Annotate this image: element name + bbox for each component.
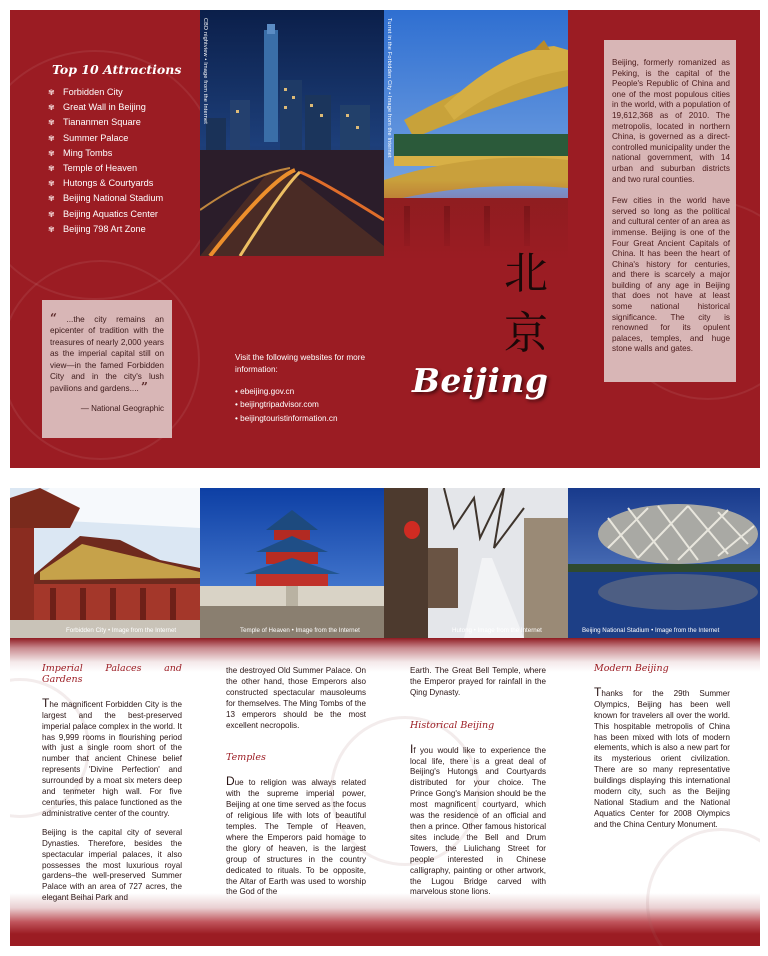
photo-caption: Forbidden City • Image from the Internet xyxy=(66,627,177,634)
list-item: ✾ Summer Palace xyxy=(48,131,163,146)
list-item: ✾ Temple of Heaven xyxy=(48,161,163,176)
photo-credit-turret: Turret in the Forbidden City • Image from the Internet xyxy=(386,18,392,158)
cbd-nightview-photo xyxy=(200,10,384,256)
body-paragraph: Due to religion was always related with the supreme imperial power, Beijing at one time served as the focus of religious life with lots of beautiful temples. The Temple of Heaven, where the Emperors paid homage to the glory of heaven, is the largest group of structures in the country dedicated to rituals. To be opposite, the Altar of Earth was used to worship the God of the xyxy=(226,774,366,897)
star-bullet-icon: ✾ xyxy=(48,103,55,113)
cover-panel xyxy=(384,10,568,468)
websites-info xyxy=(235,352,375,425)
body-paragraph: The magnificent Forbidden City is the largest and the best-preserved imperial palace complex in the world. It has 9,999 rooms in flourishing period with just a single room short of the number that ancient Chinese belief represents 'Divine Perfection' and surrounded by a moat six meters deep and tenmeter high wall. For five centuries, this palace functioned as the administrative center of the country. xyxy=(42,695,182,818)
column-modern xyxy=(594,664,730,926)
body-paragraph: Earth. The Great Bell Temple, where the Emperor prayed for rainfall in the Qing Dynasty. xyxy=(410,666,546,697)
photo-strip xyxy=(10,488,760,638)
star-bullet-icon: ✾ xyxy=(48,164,55,174)
photo-caption: Beijing National Stadium • Image from the Internet xyxy=(582,627,720,634)
brochure-inside-text xyxy=(10,638,760,946)
national-stadium-photo xyxy=(568,488,760,638)
quote-source: — National Geographic xyxy=(80,403,164,413)
list-item: ✾ Ming Tombs xyxy=(48,146,163,161)
top10-list xyxy=(48,85,163,237)
website-link[interactable]: • beijingtripadvisor.com xyxy=(235,400,319,410)
list-item: ✾ Tiananmen Square xyxy=(48,115,163,130)
brochure-outside-sheet xyxy=(10,10,760,468)
section-heading: Temples xyxy=(226,752,266,764)
section-heading: Modern Beijing xyxy=(594,663,669,674)
intro-paragraph: Few cities in the world have served so long as the political and cultural center of an area as immense. Beijing is one of the Four Great Ancient Capitals of China. It has been the heart of China's history for centuries, and there is scarcely a major building of any age in Beijing that does not have at least some national historical significance. The city is renowned for its opulent palaces, temples, and huge stone walls and gates. xyxy=(612,196,730,354)
quote-text: “ ...the city remains an epicenter of tradition with the treasures of nearly 2,000 years as the imperial capital still on view—in the famed Forbidden City and in the city's lush pavilions and gardens.... ” xyxy=(50,311,164,395)
intro-paragraph: Beijing, formerly romanized as Peking, is the capital of the People's Republic of China and one of the most populous cities in the world, with a population of 19,612,368 as of 2010. The metropolis, located in northern China, is governed as a direct-controlled municipality under the national government, with 14 urban and suburban districts and two rural counties. xyxy=(612,58,730,184)
list-item: ✾ Beijing Aquatics Center xyxy=(48,207,163,222)
brochure-title: Beijing xyxy=(412,361,549,400)
section-heading: Imperial Palaces and Gardens xyxy=(42,663,182,685)
hutong-photo xyxy=(384,488,568,638)
body-paragraph: If you would like to experience the local life, there is a great deal of Beijing's Hutongs and Courtyards distributed for your choice. The Prince Gong's Mansion should be the most magnificent courtyard, which was the residence of an official and then a prince. Other famous historical sites include the Bell and Drum Towers, the Liulichang Street for people interested in Chinese calligraphy, painting or other artwork, the Lugou Bridge carved with marvelous stone lions. xyxy=(410,741,546,897)
star-bullet-icon: ✾ xyxy=(48,133,55,143)
body-paragraph: Thanks for the 29th Summer Olympics, Beijing has been well known for travelers all over the world. This hospitable metropolis of China has been mixed with lots of modern elements, which is also a new part for its mysterious orient civilization. There are so many representative buildings displaying this international modern city, such as the Beijing National Stadium and the National Aquatics Center for 2008 Olympics and the China Century Monument. xyxy=(594,684,730,829)
chinese-characters: 北 京 xyxy=(504,248,548,359)
list-item: ✾ Beijing National Stadium xyxy=(48,191,163,206)
photo-credit-cbd: CBD nightview • Image from the Internet xyxy=(202,18,208,125)
column-temples xyxy=(226,666,366,928)
body-paragraph: Beijing is the capital city of several Dynasties. Therefore, besides the spectacular imperial palaces, it also possesses the most luxurious royal gardens–the well-preserved Summer Palace with an area of 727 acres, the elegant Beihai Park and xyxy=(42,827,182,903)
section-heading: Historical Beijing xyxy=(410,719,495,731)
star-bullet-icon: ✾ xyxy=(48,224,55,234)
star-bullet-icon: ✾ xyxy=(48,148,55,158)
star-bullet-icon: ✾ xyxy=(48,194,55,204)
star-bullet-icon: ✾ xyxy=(48,179,55,189)
attractions-panel xyxy=(10,10,200,468)
top10-title: Top 10 Attractions xyxy=(52,62,182,77)
list-item: ✾ Forbidden City xyxy=(48,85,163,100)
website-link[interactable]: • beijingtouristinformation.cn xyxy=(235,413,338,423)
list-item: ✾ Beijing 798 Art Zone xyxy=(48,222,163,237)
star-bullet-icon: ✾ xyxy=(48,118,55,128)
intro-box xyxy=(604,40,736,382)
websites-panel xyxy=(200,10,384,468)
quote-box xyxy=(42,300,172,438)
column-imperial xyxy=(42,664,182,926)
temple-of-heaven-photo xyxy=(200,488,384,638)
body-paragraph: the destroyed Old Summer Palace. On the other hand, those Emperors also constructed spectacular mausoleums for themselves. The Ming Tombs of the 13 emperors should be the most excellent necropolis. xyxy=(226,666,366,730)
star-bullet-icon: ✾ xyxy=(48,88,55,97)
photo-caption: Temple of Heaven • Image from the Internet xyxy=(240,627,360,634)
forbidden-city-photo xyxy=(10,488,200,638)
photo-caption: Hutong • Image from the Internet xyxy=(452,627,542,634)
websites-intro: Visit the following websites for more information: xyxy=(235,353,365,375)
list-item: ✾ Hutongs & Courtyards xyxy=(48,176,163,191)
forbidden-city-turret-photo xyxy=(384,10,568,260)
star-bullet-icon: ✾ xyxy=(48,209,55,219)
column-historical xyxy=(410,666,546,928)
intro-panel xyxy=(568,10,760,468)
list-item: ✾ Great Wall in Beijing xyxy=(48,100,163,115)
website-link[interactable]: • ebeijing.gov.cn xyxy=(235,386,295,396)
websites-list xyxy=(235,385,375,426)
